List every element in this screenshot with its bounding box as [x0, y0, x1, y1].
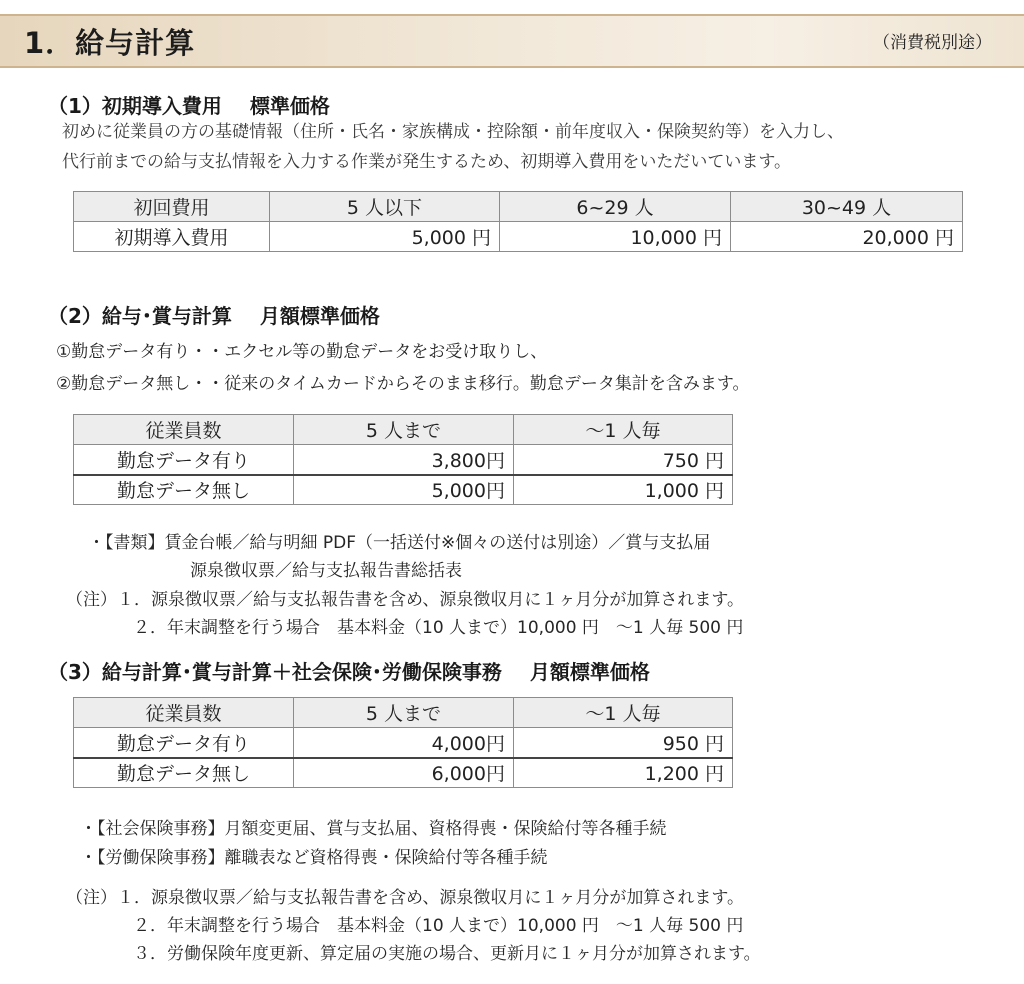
table-row	[74, 758, 733, 788]
section-3-title: （3）給与計算･賞与計算＋社会保険･労働保険事務	[48, 660, 502, 684]
table-row	[74, 222, 963, 252]
header-cell: 5 人まで	[294, 698, 514, 728]
section-3-note-2: ２．年末調整を行う場合 基本料金（10 人まで）10,000 円 ～1 人毎 500 円	[133, 916, 744, 936]
price-cell: 1,000 円	[514, 475, 733, 505]
section-2-line-1: ①勤怠データ有り・・エクセル等の勤怠データをお受け取りし、	[56, 342, 548, 362]
section-3-subtitle: 月額標準価格	[529, 660, 650, 684]
header-cell: 30~49 人	[731, 192, 963, 222]
section-1-desc-line-1: 初めに従業員の方の基礎情報（住所・氏名・家族構成・控除額・前年度収入・保険契約等）を入力し、	[62, 122, 844, 142]
payroll-table	[73, 414, 733, 505]
header-cell: 5 人以下	[270, 192, 500, 222]
section-1-heading	[48, 90, 330, 119]
section-2-note-1: （注）１．源泉徴収票／給与支払報告書を含め、源泉徴収月に１ヶ月分が加算されます。	[66, 590, 744, 610]
social-insurance-bullet: ・【社会保険事務】月額変更届、賞与支払届、資格得喪・保険給付等各種手続	[80, 819, 667, 839]
payroll-insurance-table	[73, 697, 733, 788]
section-2-note-2: ２．年末調整を行う場合 基本料金（10 人まで）10,000 円 ～1 人毎 500 円	[133, 618, 744, 638]
price-cell: 5,000円	[294, 475, 514, 505]
documents-line-1: ・【書類】賃金台帳／給与明細 PDF（一括送付※個々の送付は別途）／賞与支払届	[88, 533, 711, 553]
header-cell: ～1 人毎	[514, 698, 733, 728]
page-title: 1．給与計算	[24, 26, 196, 60]
price-cell: 6,000円	[294, 758, 514, 788]
table-header-row	[74, 698, 733, 728]
price-cell: 750 円	[514, 445, 733, 475]
row-label: 勤怠データ有り	[74, 728, 294, 758]
initial-fee-table	[73, 191, 963, 252]
section-1-title: （1）初期導入費用	[48, 94, 222, 118]
table-row	[74, 475, 733, 505]
header-cell: 6~29 人	[500, 192, 731, 222]
row-label: 初期導入費用	[74, 222, 270, 252]
row-label: 勤怠データ無し	[74, 475, 294, 505]
section-2-subtitle: 月額標準価格	[259, 304, 380, 328]
section-header-band	[0, 14, 1024, 68]
table-row	[74, 728, 733, 758]
section-2-title: （2）給与･賞与計算	[48, 304, 232, 328]
tax-note: （消費税別途）	[873, 33, 992, 53]
table-row	[74, 445, 733, 475]
header-cell: 5 人まで	[294, 415, 514, 445]
labor-insurance-bullet: ・【労働保険事務】離職表など資格得喪・保険給付等各種手続	[80, 848, 548, 868]
price-cell: 10,000 円	[500, 222, 731, 252]
section-1-subtitle: 標準価格	[249, 94, 330, 118]
header-cell: 従業員数	[74, 415, 294, 445]
price-cell: 4,000円	[294, 728, 514, 758]
price-cell: 3,800円	[294, 445, 514, 475]
row-label: 勤怠データ無し	[74, 758, 294, 788]
row-label: 勤怠データ有り	[74, 445, 294, 475]
table-header-row	[74, 192, 963, 222]
price-cell: 5,000 円	[270, 222, 500, 252]
documents-line-2: 源泉徴収票／給与支払報告書総括表	[190, 561, 462, 581]
section-1-desc-line-2: 代行前までの給与支払情報を入力する作業が発生するため、初期導入費用をいただいています。	[62, 152, 791, 172]
price-cell: 20,000 円	[731, 222, 963, 252]
section-3-heading	[48, 656, 650, 685]
section-3-note-1: （注）１．源泉徴収票／給与支払報告書を含め、源泉徴収月に１ヶ月分が加算されます。	[66, 888, 744, 908]
section-2-heading	[48, 300, 380, 329]
header-cell: 従業員数	[74, 698, 294, 728]
section-2-line-2: ②勤怠データ無し・・従来のタイムカードからそのまま移行。勤怠データ集計を含みます。	[56, 374, 750, 394]
price-cell: 950 円	[514, 728, 733, 758]
table-header-row	[74, 415, 733, 445]
price-cell: 1,200 円	[514, 758, 733, 788]
header-cell: 初回費用	[74, 192, 270, 222]
section-3-note-3: ３．労働保険年度更新、算定届の実施の場合、更新月に１ヶ月分が加算されます。	[133, 944, 761, 964]
header-cell: ～1 人毎	[514, 415, 733, 445]
